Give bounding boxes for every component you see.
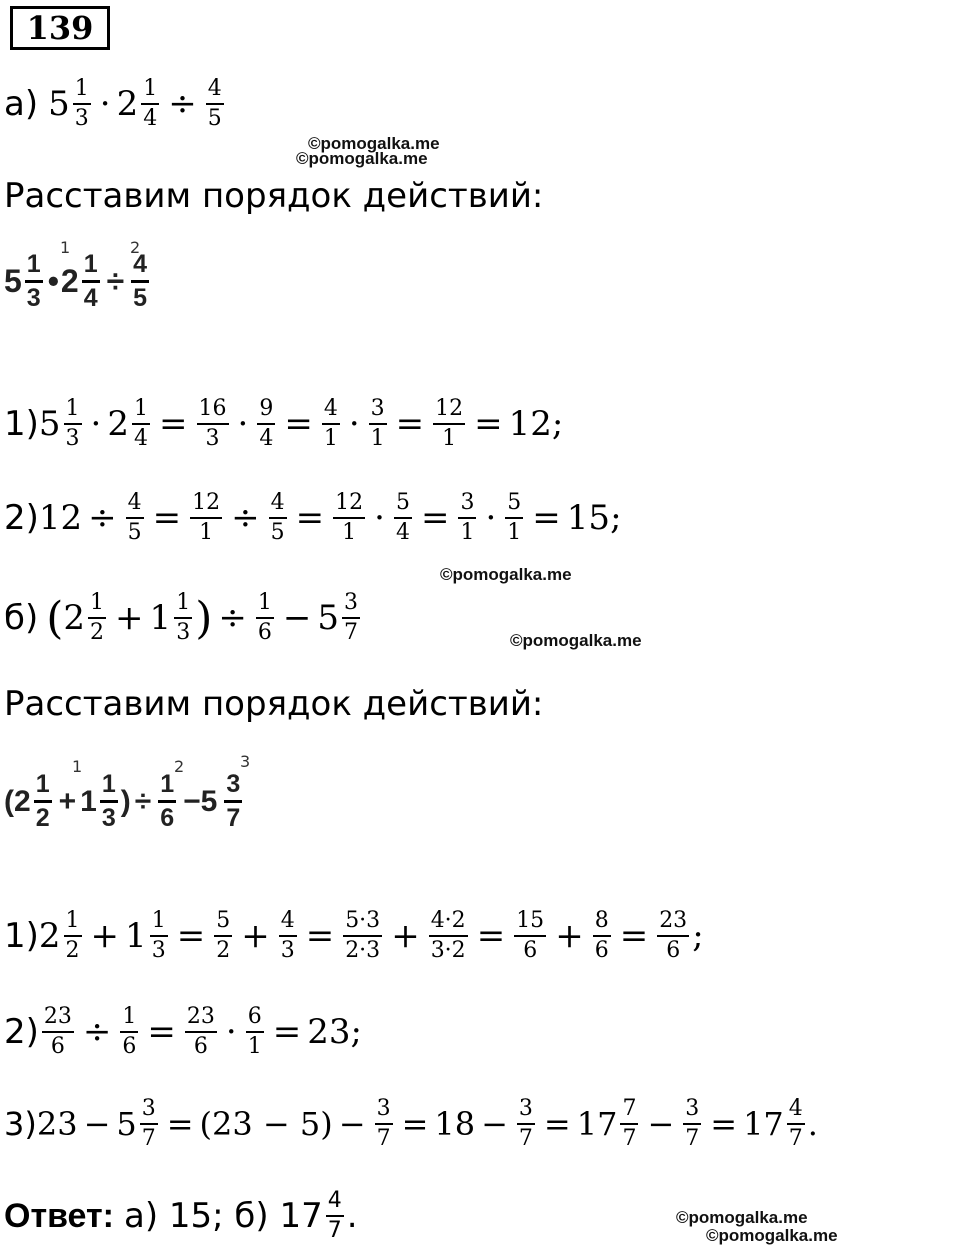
order-diagram-a: 5 $\frac{1}{3}$ • 2 $\frac{1}{4}$ ÷ $\frac{4}{5}$ — [4, 250, 148, 312]
fraction: $\frac{1}{3}$ — [74, 76, 89, 131]
order-mark: 1 — [60, 238, 71, 257]
part-a-label: а) — [4, 84, 39, 124]
watermark: ©pomogalka.me — [440, 565, 572, 584]
order-mark: 3 — [240, 752, 251, 771]
answer-fraction: $\frac{4}{7}$ — [327, 1188, 342, 1243]
part-a-step-2: 2) 12 ÷ $\frac{4}{5}$ = $\frac{12}{1}$ ÷ $\frac{4}{5}$ = $\frac{12}{1}$ · $\frac{5}{4}$ = $\frac{3}{1}$ · $\frac{5}{1}$ = 15 ; — [4, 490, 622, 545]
watermark: ©pomogalka.me — [706, 1226, 838, 1245]
watermark: ©pomogalka.me — [308, 134, 440, 153]
order-diagram-b: (2 $\frac{1}{2}$ + 1 $\frac{1}{3}$ ) ÷ $\frac{1}{6}$ −5 $\frac{3}{7}$ — [4, 770, 241, 832]
order-mark: 2 — [174, 757, 185, 776]
answer-text: а) 15; б) 17 — [124, 1196, 323, 1236]
watermark: ©pomogalka.me — [510, 631, 642, 650]
watermark: ©pomogalka.me — [676, 1208, 808, 1227]
answer-line: Ответ: а) 15; б) 17 $\frac{4}{7}$ . — [4, 1188, 358, 1243]
part-b-step-1: 1) 2 $\frac{1}{2}$ + 1 $\frac{1}{3}$ = $\frac{5}{2}$ + $\frac{4}{3}$ = $\frac{5\cdot 3}{2\cdot 3}$ + $\frac{4\cdot 2}{3\cdot 2}$ = $\frac{15}{6}$ + $\frac{8}{6}$ = $\frac{23}{6}$ ; — [4, 908, 704, 963]
part-a-expression: а) 5 $\frac{1}{3}$ · 2 $\frac{1}{4}$ ÷ $\frac{4}{5}$ — [4, 76, 222, 131]
fraction: $\frac{4}{5}$ — [207, 76, 222, 131]
part-b-step-3: 3) 23 − 5 $\frac{3}{7}$ = (23 − 5) − $\frac{3}{7}$ = 18 − $\frac{3}{7}$ = 17 $\frac{7}{7}$ − $\frac{3}{7}$ = 17 $\frac{4}{7}$ . — [4, 1096, 818, 1151]
fraction: $\frac{1}{4}$ — [143, 76, 158, 131]
part-b-expression: б) ( 2 $\frac{1}{2}$ + 1 $\frac{1}{3}$ ) ÷ $\frac{1}{6}$ − 5 $\frac{3}{7}$ — [4, 590, 358, 645]
order-mark: 2 — [130, 238, 141, 257]
part-b-step-2: 2) $\frac{23}{6}$ ÷ $\frac{1}{6}$ = $\frac{23}{6}$ · $\frac{6}{1}$ = 23; — [4, 1004, 362, 1059]
watermark: ©pomogalka.me — [296, 149, 428, 168]
part-b-label: б) — [4, 598, 39, 638]
order-heading-b: Расставим порядок действий: — [4, 684, 544, 724]
order-heading-a: Расставим порядок действий: — [4, 176, 544, 216]
answer-label: Ответ: — [4, 1196, 114, 1235]
task-number: 139 — [10, 6, 110, 50]
part-a-step-1: 1) 5 $\frac{1}{3}$ · 2 $\frac{1}{4}$ = $\frac{16}{3}$ · $\frac{9}{4}$ = $\frac{4}{1}$ · $\frac{3}{1}$ = $\frac{12}{1}$ = 12 ; — [4, 396, 564, 451]
order-mark: 1 — [72, 757, 83, 776]
